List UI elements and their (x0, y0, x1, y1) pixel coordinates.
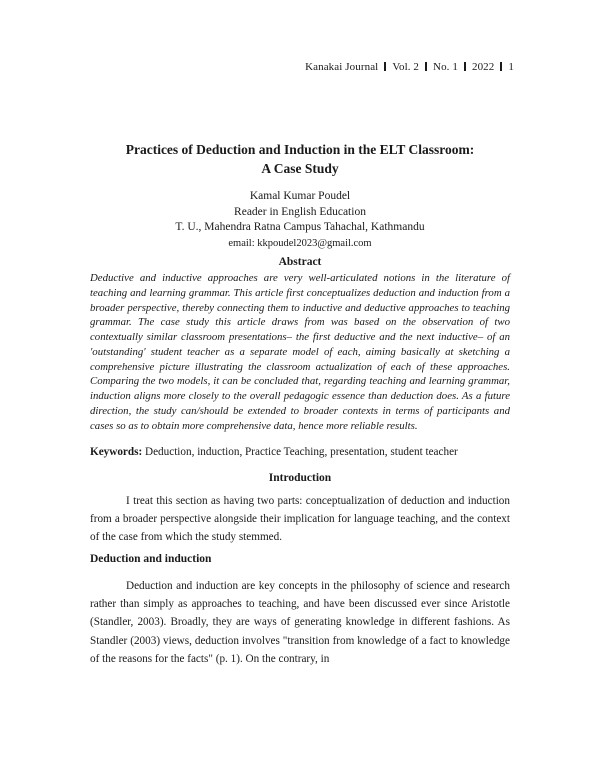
keywords (90, 445, 520, 460)
separator-bar (425, 62, 427, 71)
volume: Vol. 2 (392, 61, 420, 73)
page-number: 1 (508, 61, 514, 73)
deduction-induction-paragraph: Deduction and induction are key concepts in the philosophy of science and research rather than simply as approaches to teaching, and have been discussed ever since Aristotle (Standler, 2003). Broadly, they are ways of generating knowledge in different fashions. As Standler (2003) views, deduction involves "transition from knowledge of a fact to knowledge of the reasons for the facts" (p. 1). On the contrary, in (90, 580, 510, 665)
year: 2022 (471, 61, 495, 73)
author-block (80, 189, 520, 251)
title-line-2: A Case Study (261, 161, 339, 176)
journal-name: Kanakai Journal (305, 61, 379, 73)
author-position: Reader in English Education (234, 205, 366, 218)
introduction-paragraph: I treat this section as having two parts: conceptualization of deduction and induction from a broader perspective alongside their implication for language teaching, and the context of the case from which the study stemmed. (90, 495, 510, 544)
paper-title (80, 140, 520, 178)
keywords-label: Keywords: (90, 446, 143, 458)
separator-bar (464, 62, 466, 71)
abstract-heading: Abstract (278, 256, 322, 268)
running-head (305, 61, 514, 73)
author-email: email: kkpoudel2023@gmail.com (228, 237, 372, 249)
author-name: Kamal Kumar Poudel (249, 190, 351, 202)
abstract-text: Deductive and inductive approaches are very well-articulated notions in the literature of teaching and learning grammar. This article first conceptualizes deduction and induction from a broader perspective, thereby connecting them to inductive and deductive approaches to teaching grammar. The case study this article draws from was based on the observation of two contextually similar classroom presentations– the first deductive and the next inductive– of an 'outstanding' student teacher as a separate model of each, aiming basically at sketching a comprehensive picture illustrating the classroom actualization of each of these approaches. Comparing the two models, it can be concluded that, regarding teaching and learning grammar, induction aligns more closely to the overall pedagogic essence than deduction does. As a future direction, the study can/should be extended to broader contexts in terms of participants and cases so as to obtain more comprehensive data, hence more reliable results. (90, 272, 510, 432)
separator-bar (500, 62, 502, 71)
deduction-induction-heading: Deduction and induction (90, 553, 212, 565)
introduction-heading: Introduction (268, 472, 332, 484)
issue-number: No. 1 (433, 61, 458, 73)
keywords-list: Deduction, induction, Practice Teaching, presentation, student teacher (142, 446, 458, 458)
separator-bar (384, 62, 386, 71)
title-line-1: Practices of Deduction and Induction in the ELT Classroom: (125, 142, 475, 157)
author-affiliation: T. U., Mahendra Ratna Campus Tahachal, Kathmandu (175, 221, 425, 233)
